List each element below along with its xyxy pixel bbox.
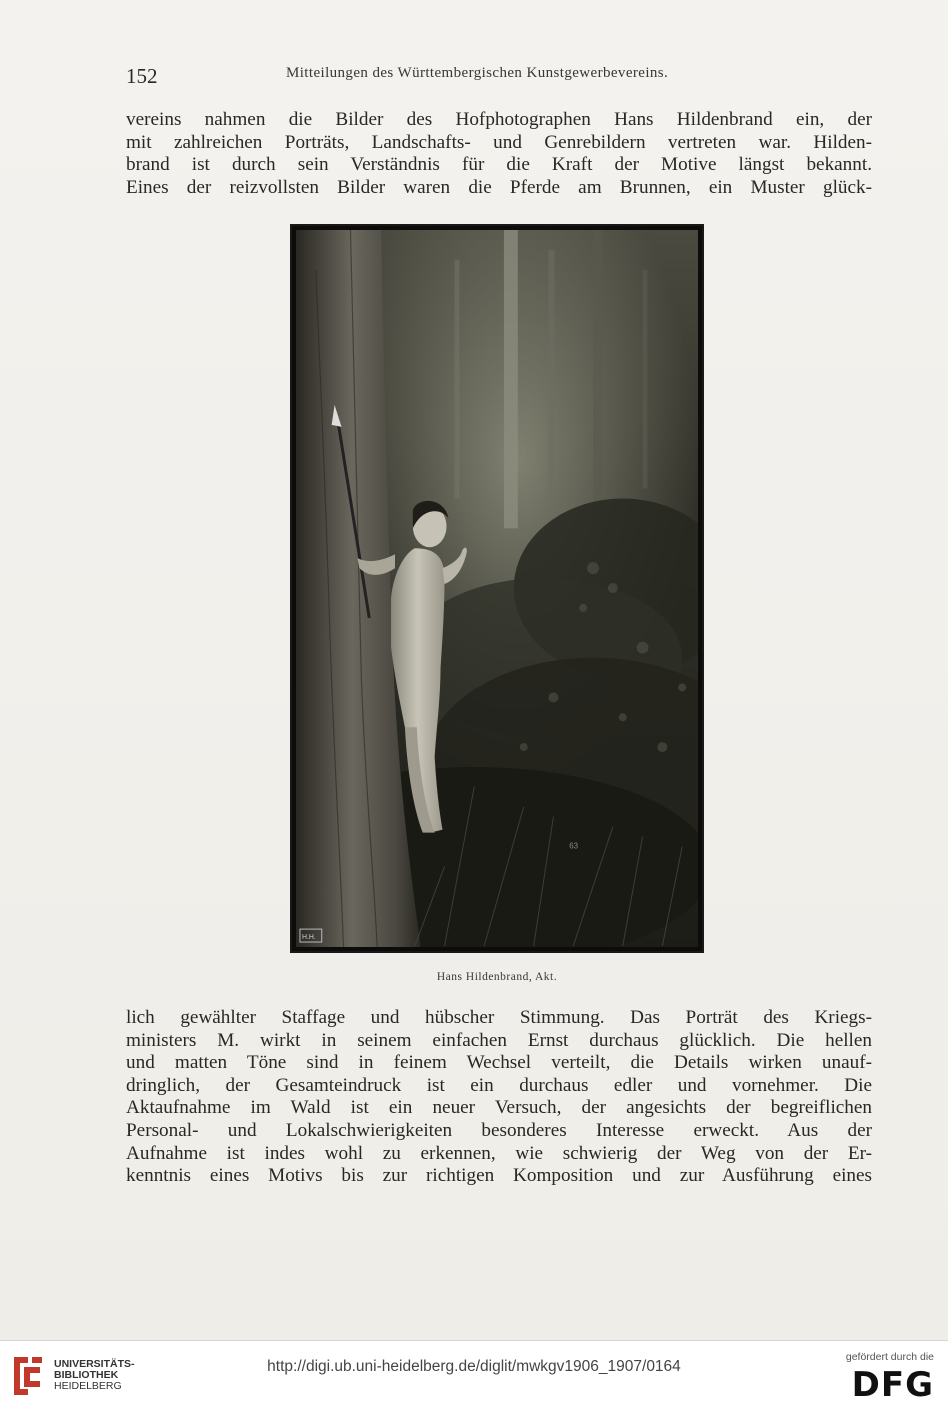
text-line: Aufnahme ist indes wohl zu erkennen, wie schwierig der Weg von der Er- bbox=[126, 1142, 872, 1164]
text-line: Aktaufnahme im Wald ist ein neuer Versuch, der angesichts der begreiflichen bbox=[126, 1097, 872, 1119]
plate-number: 63 bbox=[569, 841, 579, 851]
figure-photograph bbox=[290, 224, 704, 953]
text-line: ministers M. wirkt in seinem einfachen Ernst durchaus glücklich. Die hellen bbox=[126, 1029, 872, 1051]
funded-by-label: gefördert durch die bbox=[845, 1351, 934, 1363]
text-line: kenntnis eines Motivs bis zur richtigen Komposition und zur Ausführung eines bbox=[126, 1165, 872, 1187]
text-line: Eines der reizvollsten Bilder waren die Pferde am Brunnen, ein Muster glück- bbox=[126, 176, 872, 198]
paragraph-top bbox=[126, 109, 872, 199]
text-line: lich gewählter Staffage und hübscher Stimmung. Das Porträt des Kriegs- bbox=[126, 1007, 872, 1028]
photo-illustration bbox=[296, 230, 698, 947]
text-line: Personal- und Lokalschwierigkeiten besonderes Interesse erweckt. Aus der bbox=[126, 1119, 872, 1141]
library-line: BIBLIOTHEK bbox=[54, 1369, 119, 1381]
text-line: vereins nahmen die Bilder des Hofphotographen Hans Hildenbrand ein, der bbox=[126, 109, 872, 130]
running-title: Mitteilungen des Württembergischen Kunstgewerbevereins. bbox=[286, 65, 669, 81]
text-line: und matten Töne sind in feinem Wechsel verteilt, die Details wirken unauf- bbox=[126, 1052, 872, 1074]
library-line: UNIVERSITÄTS- bbox=[54, 1358, 135, 1370]
text-line: mit zahlreichen Porträts, Landschafts- und Genrebildern vertreten war. Hilden- bbox=[126, 131, 872, 153]
viewer-footer bbox=[0, 1340, 948, 1412]
figure-caption: Hans Hildenbrand, Akt. bbox=[436, 971, 558, 983]
paragraph-bottom bbox=[126, 1007, 872, 1188]
text-line: brand ist durch sein Verständnis für die Kraft der Motive längst bekannt. bbox=[126, 154, 872, 176]
page-number: 152 bbox=[126, 64, 158, 88]
library-line: HEIDELBERG bbox=[54, 1380, 122, 1392]
dfg-logo[interactable]: DFG bbox=[851, 1365, 934, 1405]
photographer-mark: H.H. bbox=[301, 934, 316, 942]
text-line: dringlich, der Gesamteindruck ist ein durchaus edler und vornehmer. Die bbox=[126, 1074, 872, 1096]
permalink-url[interactable]: http://digi.ub.uni-heidelberg.de/diglit/mwkgv1906_1907/0164 bbox=[267, 1358, 681, 1375]
page-header bbox=[126, 62, 872, 86]
forest-nude-photo bbox=[296, 230, 698, 947]
